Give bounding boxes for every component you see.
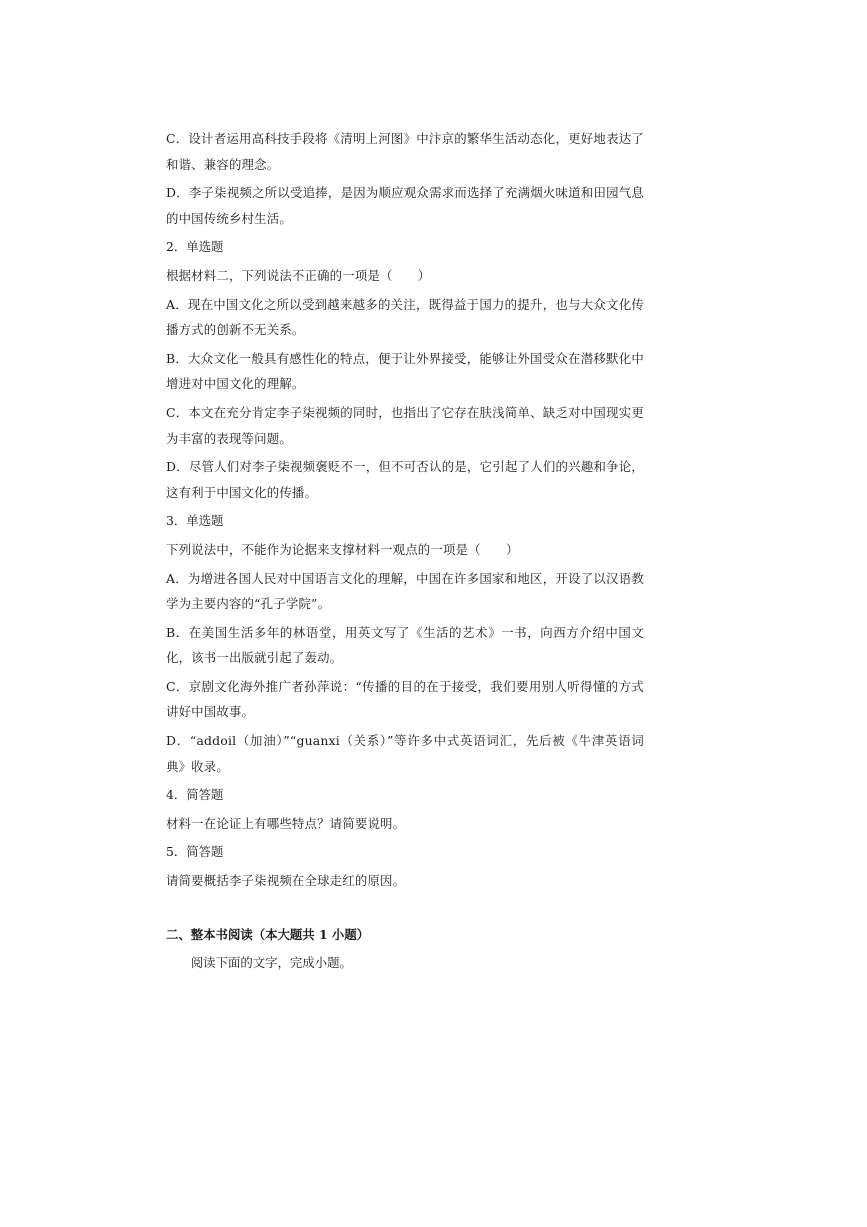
q3-option-d: D．“addoil（加油）”“guanxi（关系）”等许多中式英语词汇，先后被《牛津英语词典》收录。 [166,733,644,774]
q5-heading: 5．简答题 [166,844,224,860]
q2-option-b: B．大众文化一般具有感性化的特点，便于让外界接受，能够让外国受众在潜移默化中增进对中国文化的理解。 [166,350,644,392]
q1-option-d: D．李子柒视频之所以受追捧，是因为顺应观众需求而选择了充满烟火味道和田园气息的中国传统乡村生活。 [166,185,644,226]
q2-option-a: A．现在中国文化之所以受到越来越多的关注，既得益于国力的提升，也与大众文化传播方式的创新不无关系。 [166,296,644,338]
q1-option-c: C．设计者运用高科技手段将《清明上河图》中汴京的繁华生活动态化，更好地表达了和谐、兼容的理念。 [166,131,644,172]
document-body [166,126,644,976]
q2-option-d: D．尽管人们对李子柒视频褒贬不一，但不可否认的是，它引起了人们的兴趣和争论，这有利于中国文化的传播。 [166,459,644,500]
section-2-title: 二、整本书阅读（本大题共 1 小题） [166,926,370,942]
q2-stem: 根据材料二，下列说法不正确的一项是（ ） [166,267,431,283]
q3-heading: 3．单选题 [166,513,224,529]
q2-heading: 2．单选题 [166,239,224,255]
q3-option-a: A．为增进各国人民对中国语言文化的理解，中国在许多国家和地区，开设了以汉语教学为主要内容的“孔子学院”。 [166,570,644,612]
q4-stem: 材料一在论证上有哪些特点？请简要说明。 [166,815,406,831]
q3-option-b: B．在美国生活多年的林语堂，用英文写了《生活的艺术》一书，向西方介绍中国文化，该书一出版就引起了轰动。 [166,624,644,666]
q3-option-c: C．京剧文化海外推广者孙萍说：“传播的目的在于接受，我们要用别人听得懂的方式讲好中国故事。 [166,678,644,720]
q5-stem: 请简要概括李子柒视频在全球走红的原因。 [166,873,406,889]
q2-option-c: C．本文在充分肯定李子柒视频的同时，也指出了它存在肤浅简单、缺乏对中国现实更为丰富的表现等问题。 [166,404,644,446]
q4-heading: 4．简答题 [166,787,224,803]
q3-stem: 下列说法中，不能作为论据来支撑材料一观点的一项是（ ） [166,541,519,557]
section-2-instruction: 阅读下面的文字，完成小题。 [190,955,352,971]
